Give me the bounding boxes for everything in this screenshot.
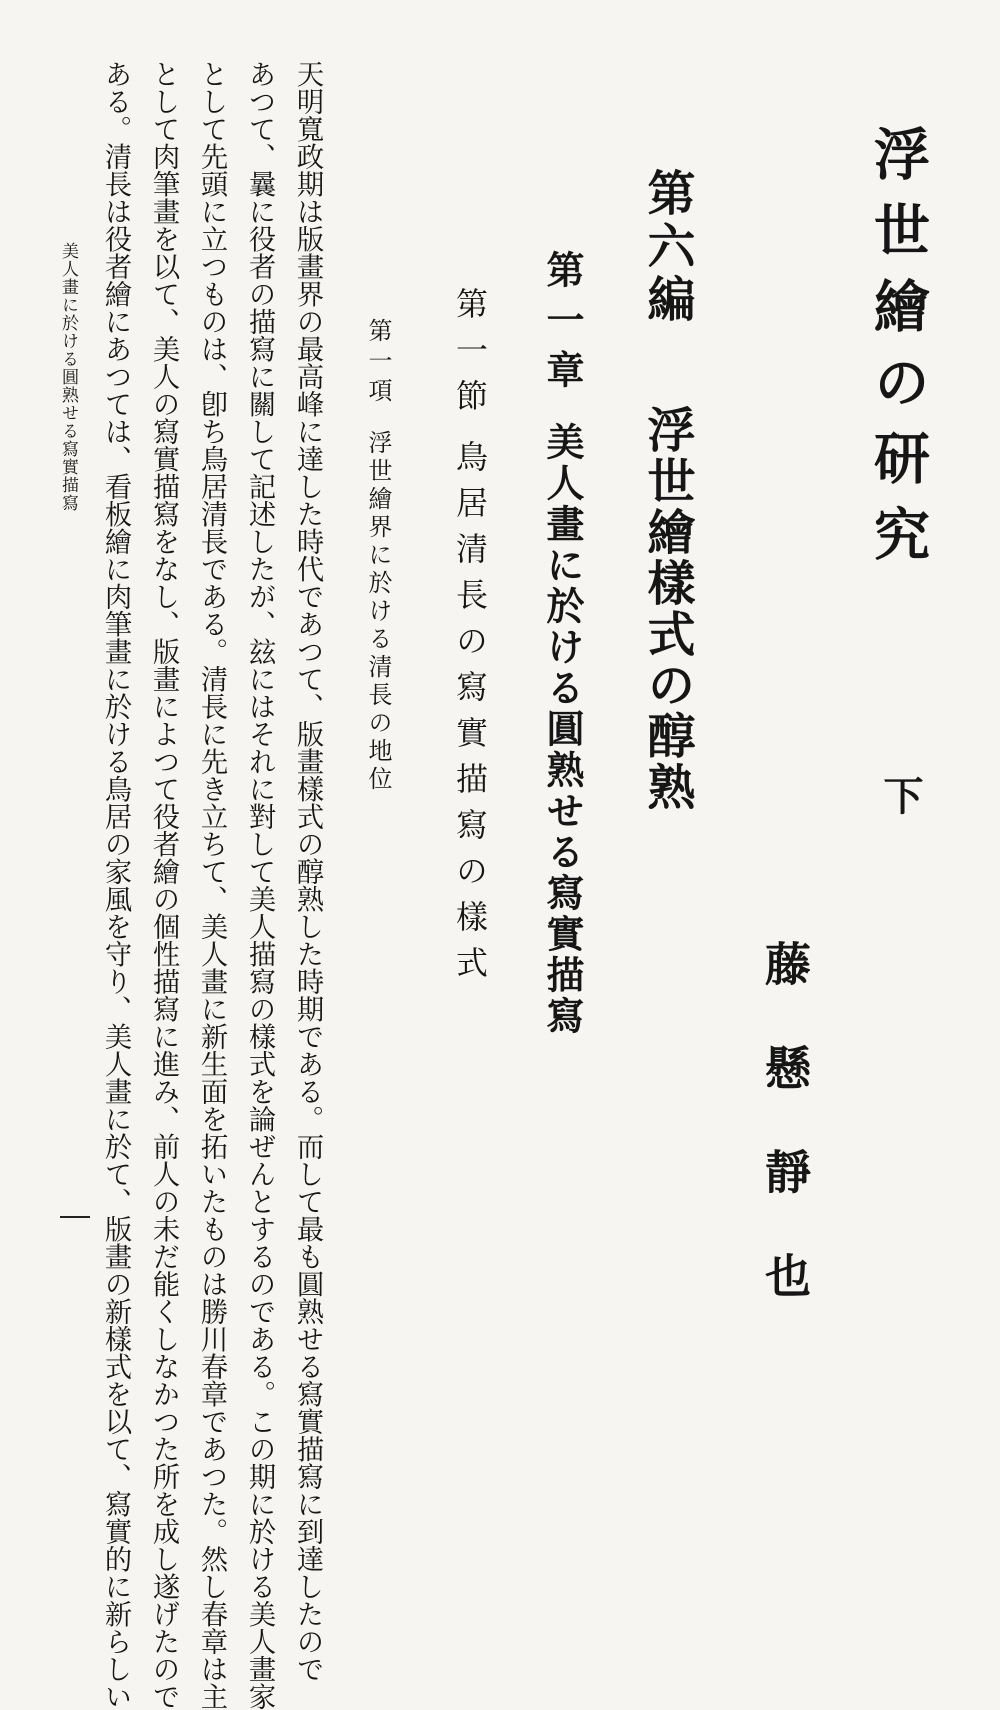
part-title: 浮世繪樣式の醇熟 [639, 405, 695, 813]
volume-label: 下 [877, 775, 924, 815]
chapter-number: 第一章 [540, 250, 585, 400]
item-title: 浮世繪界に於ける清長の地位 [364, 430, 392, 794]
part-number: 第六編 [639, 168, 695, 327]
section-title: 鳥居清長の寫實描寫の樣式 [451, 440, 489, 992]
item-number: 第一項 [364, 318, 392, 408]
body-text-line: として先頭に立つものは、卽ち鳥居清長である。清長に先き立ちて、美人畫に新生面を拓いたものは勝川春章であつた。然し春章は主 [196, 60, 227, 1710]
running-head: 美人畫に於ける圓熟せる寫實描寫 [58, 242, 78, 512]
body-text-line: として肉筆畫を以て、美人の寫實描寫をなし、版畫によつて役者繪の個性描寫に進み、前人の未だ能くしなかつた所を成し遂げたので [148, 60, 179, 1710]
section-number: 第一節 [451, 287, 489, 425]
body-text-line: あつて、曩に役者の描寫に關して記述したが、玆にはそれに對して美人描寫の樣式を論ぜんとするのである。この期に於ける美人畫家 [244, 60, 275, 1710]
chapter-title: 美人畫に於ける圓熟せる寫實描寫 [540, 422, 585, 1037]
page-number [60, 1216, 90, 1218]
book-title: 浮世繪の研究 [865, 125, 931, 581]
body-text-line: 天明寬政期は版畫界の最高峰に達した時代であつて、版畫樣式の醇熟した時期である。而して最も圓熟せる寫實描寫に到達したので [292, 60, 323, 1683]
body-text-line: ある。清長は役者繪にあつては、看板繪に肉筆畫に於ける鳥居の家風を守り、美人畫に於て、版畫の新樣式を以て、寫實的に新らしい [100, 60, 131, 1710]
author-name: 藤懸靜也 [758, 940, 812, 1356]
